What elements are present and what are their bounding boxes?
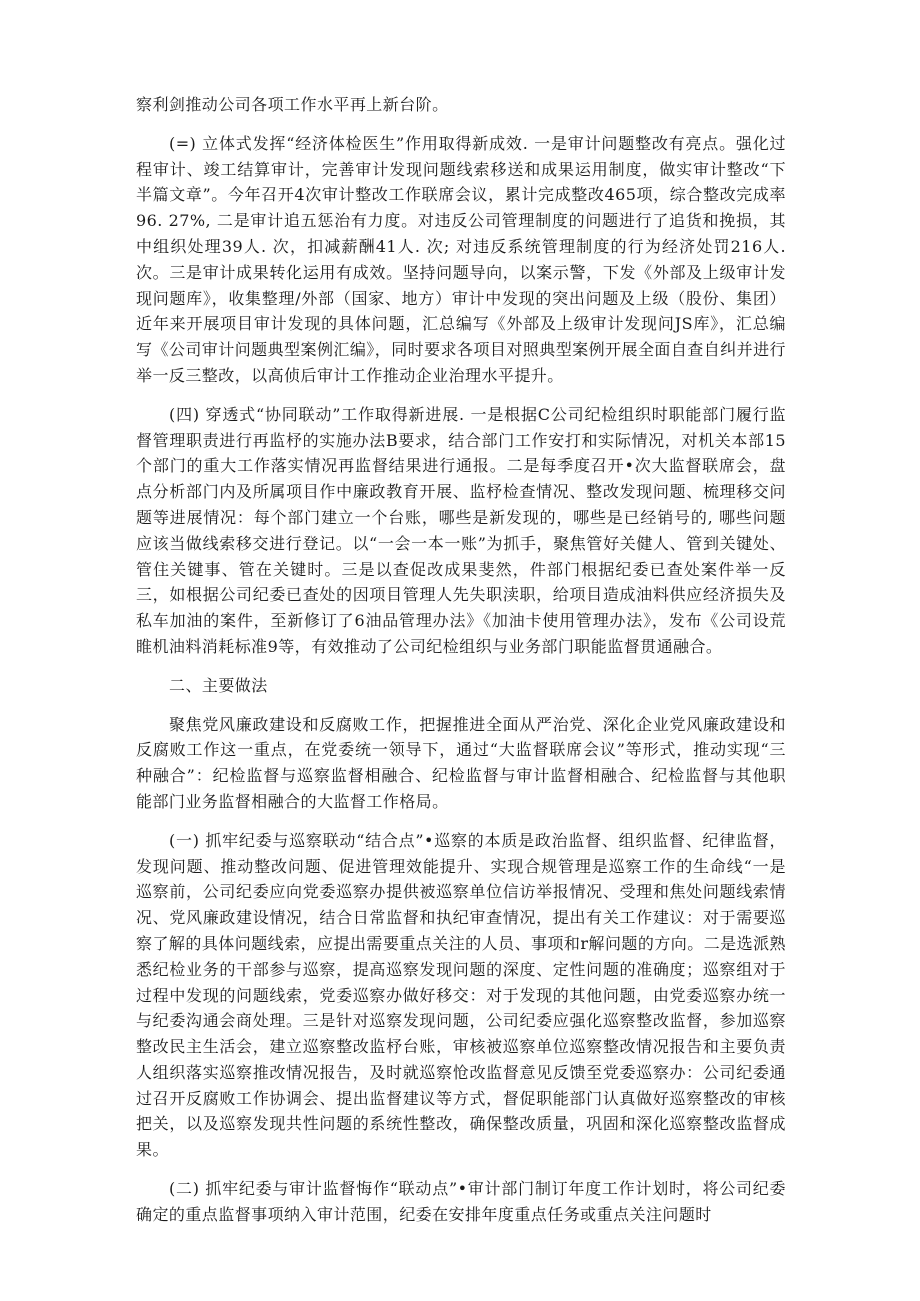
paragraph-practice-1-inspection: (一) 抓牢纪委与巡察联动“结合点”•巡察的本质是政治监督、组织监督、纪律监督，发现问题、推动整改问题、促进管理效能提升、实现合规管理是巡察工作的生命线“一是巡察前，公司纪委应向党委巡察办提供被巡察单位信访举报情况、受理和焦处问题线索情况、党风廉政建设情况，结合日常监督和执纪审查情况，提出有关工作建议：对于需要巡察了解的具体问题线索，应提出需要重点关注的人员、事项和r解问题的方向。二是选派熟悉纪检业务的干部参与巡察，提高巡察发现问题的深度、定性问题的准确度；巡察组对于过程中发现的问题线索，党委巡察办做好移交：对于发现的其他问题，由党委巡察办统一与纪委沟通会商处理。三是针对巡察发现问题，公司纪委应强化巡察整改监督，参加巡察整改民主生活会，建立巡察整改监杼台账，审核被巡察单位巡察整改情况报告和主要负责人组织落实巡察推改情况报告，及时就巡察怆改监督意见反馈至党委巡察办：公司纪委通过召开反腐败工作协调会、提出监督建议等方式，督促职能部门认真做好巡察整改的审核把关，以及巡察发现共性问题的系统性整改，确保整改质量，巩固和深化巡察整改监督成果。 [136,830,786,1160]
paragraph-main-practices-intro: 聚焦党风廉政建设和反腐败工作，把握推进全面从严治党、深化企业党风廉政建设和反腐败工作这一重点，在党委统一领导下，通过“大监督联席会议”等形式，推动实现“三种融合”：纪检监督与巡察监督相融合、纪检监督与审计监督相融合、纪检监督与其他职能部门业务监督相融合的大监督工作格局。 [136,714,786,811]
paragraph-section-4-coordination: (四) 穿透式“协同联动”工作取得新进展. 一是根据C公司纪检组织时职能部门履行监督管理职责进行再监杼的实施办法B要求，结合部门工作安打和实际情况，对机关本部15个部门的重大工作落实情况再监督结果进行通报。二是每季度召开•次大监督联席会，盘点分析部门内及所属项目作中廉政教育开展、监杼检查情况、整改发现问题、梳理移交问题等进展情况：每个部门建立一个台账，哪些是新发现的，哪些是已经销号的, 哪些问题应该当做线索移交进行登记。以“一会一本一账”为抓手，聚焦管好关健人、管到关键处、管住关键事、管在关键时。三是以查促改成果斐然，件部门根据纪委已查处案件举一反三，如根据公司纪委已查处的因项目管理人先失职渎职，给项目造成油料供应经济损失及私车加油的案件，至新修订了6油品管理办法》《加油卡使用管理办法》，发布《公司设荒睢机油料消耗标准9等，有效推动了公司纪检组织与业务部门职能监督贯通融合。 [136,404,786,656]
paragraph-practice-2-audit: (二) 抓牢纪委与审计监督悔作“联动点”•审计部门制订年度工作计划时，将公司纪委确定的重点监督事项纳入审计范围，纪委在安排年度重点任务或重点关注问题时 [136,1179,786,1224]
paragraph-section-3-audit: (=) 立体式发挥“经济体检医生”作用取得新成效. 一是审计问题整改有亮点。强化过程审计、竣工结算审计，完善审计发现问题线索移送和成果运用制度，做实审计整改“下半篇文章”。今年召开4次审计整改工作联席会议，累计完成整改465项，综合整改完成率96. 27%, 二是审计追五惩治有力度。对违反公司管理制度的问题进行了追货和挽损，其中组织处理39人. 次，扣减薪酬41人. 次; 对违反系统管理制度的行为经济处罚216人. 次。三是审计成果转化运用有成效。坚持问题导向，以案示警，下发《外部及上级审计发现问题库》，收集整理/外部（国家、地方）审计中发现的突出问题及上级（股份、集团）近年来开展项目审计发现的具体问题，汇总编写《外部及上级审计发现问JS库》，汇总编写《公司审计问题典型案例汇编》，同时要求各项目对照典型案例开展全面自查自纠并进行举一反三整改，以高侦后审计工作推动企业治理水平提升。 [136,133,787,385]
document-page [136,92,786,1241]
paragraph-continuation: 察利剑推动公司各项工作水平再上新台阶。 [136,95,449,114]
section-heading-main-practices: 二、主要做法 [169,675,268,695]
